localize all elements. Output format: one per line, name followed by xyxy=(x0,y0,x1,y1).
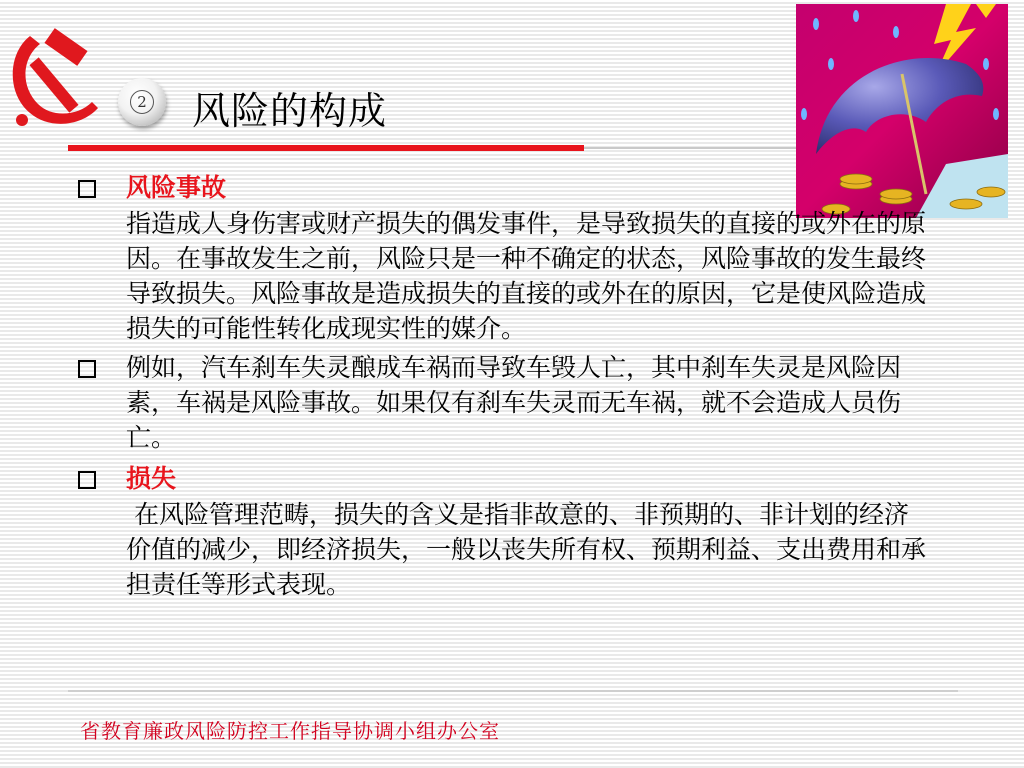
slide-title: 风险的构成 xyxy=(192,89,388,133)
square-bullet-icon xyxy=(78,360,96,378)
paragraph: 在风险管理范畴，损失的含义是指非故意的、非预期的、非计划的经济价值的减少，即经济损失，一般以丧失所有权、预期利益、支出费用和承担责任等形式表现。 xyxy=(126,500,927,599)
hammer-sickle-logo xyxy=(0,18,120,138)
slide-number: 2 xyxy=(130,90,154,114)
title-underline xyxy=(68,145,584,151)
square-bullet-icon xyxy=(78,471,96,489)
bullet-text: 例如，汽车刹车失灵酿成车祸而导致车毁人亡，其中刹车失灵是风险因素，车祸是风险事故。如果仅有刹车失灵而无车祸，就不会造成人员伤亡。 xyxy=(126,353,902,452)
bullet-heading: 损失 xyxy=(126,464,177,493)
title-underline-gray xyxy=(584,147,796,149)
bullet-heading: 风险事故 xyxy=(126,173,227,202)
list-item xyxy=(78,170,928,206)
footer-text: 省教育廉政风险防控工作指导协调小组办公室 xyxy=(80,719,500,743)
slide-number-badge xyxy=(118,78,166,126)
footer-divider xyxy=(68,690,958,692)
paragraph: 指造成人身伤害或财产损失的偶发事件，是导致损失的直接的或外在的原因。在事故发生之前，风险只是一种不确定的状态，风险事故的发生最终导致损失。风险事故是造成损失的直接的或外在的原因，它是使风险造成损失的可能性转化成现实性的媒介。 xyxy=(126,209,927,343)
list-item xyxy=(78,350,928,455)
square-bullet-icon xyxy=(78,180,96,198)
slide-content xyxy=(78,170,928,602)
list-item xyxy=(78,461,928,497)
